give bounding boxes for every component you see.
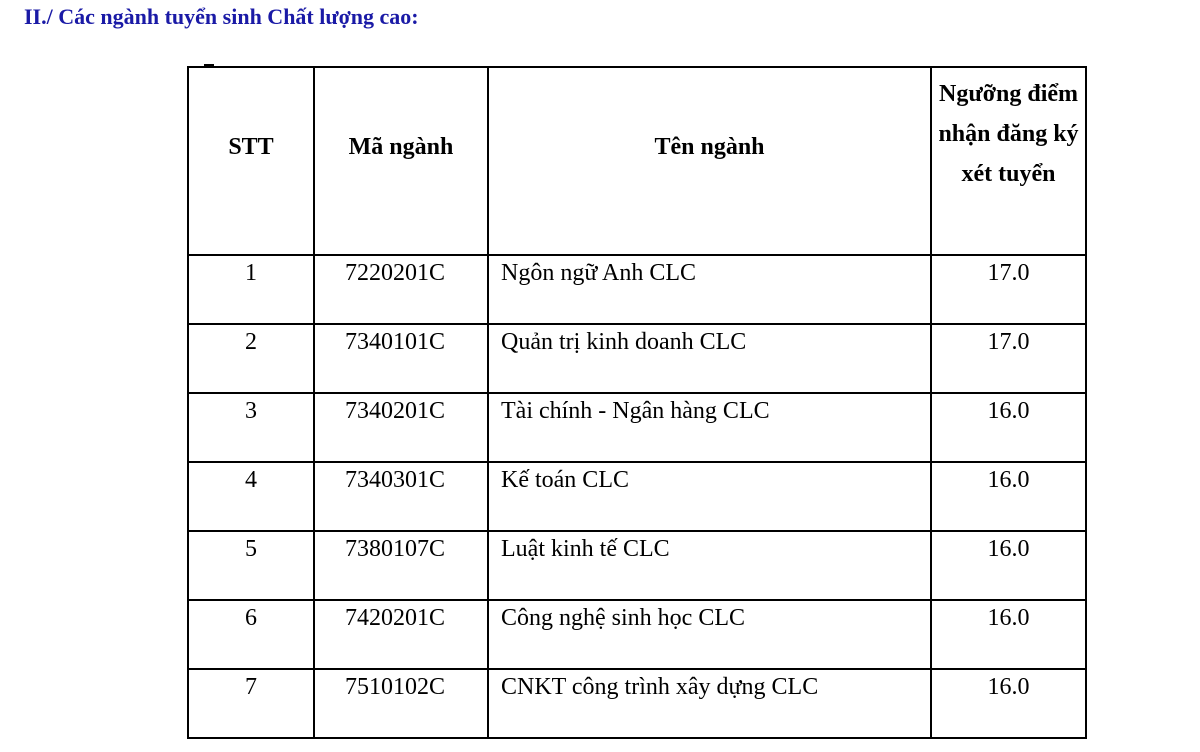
header-threshold: Ngưỡng điểm nhận đăng ký xét tuyển [931, 67, 1086, 255]
header-stt: STT [188, 67, 314, 255]
cell-score: 17.0 [931, 255, 1086, 324]
cell-code: 7340101C [314, 324, 488, 393]
cell-stt: 7 [188, 669, 314, 738]
cell-score: 16.0 [931, 669, 1086, 738]
cell-score: 17.0 [931, 324, 1086, 393]
cell-score: 16.0 [931, 531, 1086, 600]
cell-code: 7380107C [314, 531, 488, 600]
cell-code: 7340301C [314, 462, 488, 531]
header-code: Mã ngành [314, 67, 488, 255]
table-row [188, 531, 1086, 600]
cell-name: Tài chính - Ngân hàng CLC [488, 393, 931, 462]
cell-code: 7510102C [314, 669, 488, 738]
table-row [188, 393, 1086, 462]
cell-code: 7420201C [314, 600, 488, 669]
cell-score: 16.0 [931, 600, 1086, 669]
cell-stt: 5 [188, 531, 314, 600]
cell-score: 16.0 [931, 462, 1086, 531]
cell-name: Ngôn ngữ Anh CLC [488, 255, 931, 324]
cell-score: 16.0 [931, 393, 1086, 462]
table-row [188, 324, 1086, 393]
cell-name: Kế toán CLC [488, 462, 931, 531]
cell-code: 7340201C [314, 393, 488, 462]
cell-stt: 6 [188, 600, 314, 669]
cell-name: Luật kinh tế CLC [488, 531, 931, 600]
header-name: Tên ngành [488, 67, 931, 255]
cell-stt: 3 [188, 393, 314, 462]
programs-table [187, 66, 1087, 739]
table-header-row [188, 67, 1086, 255]
cell-stt: 4 [188, 462, 314, 531]
table-row [188, 255, 1086, 324]
cell-stt: 2 [188, 324, 314, 393]
table-row [188, 669, 1086, 738]
table-row [188, 462, 1086, 531]
cell-name: Quản trị kinh doanh CLC [488, 324, 931, 393]
cell-name: CNKT công trình xây dựng CLC [488, 669, 931, 738]
table-row [188, 600, 1086, 669]
cell-stt: 1 [188, 255, 314, 324]
section-heading: II./ Các ngành tuyển sinh Chất lượng cao: [24, 4, 419, 29]
cell-code: 7220201C [314, 255, 488, 324]
cell-name: Công nghệ sinh học CLC [488, 600, 931, 669]
